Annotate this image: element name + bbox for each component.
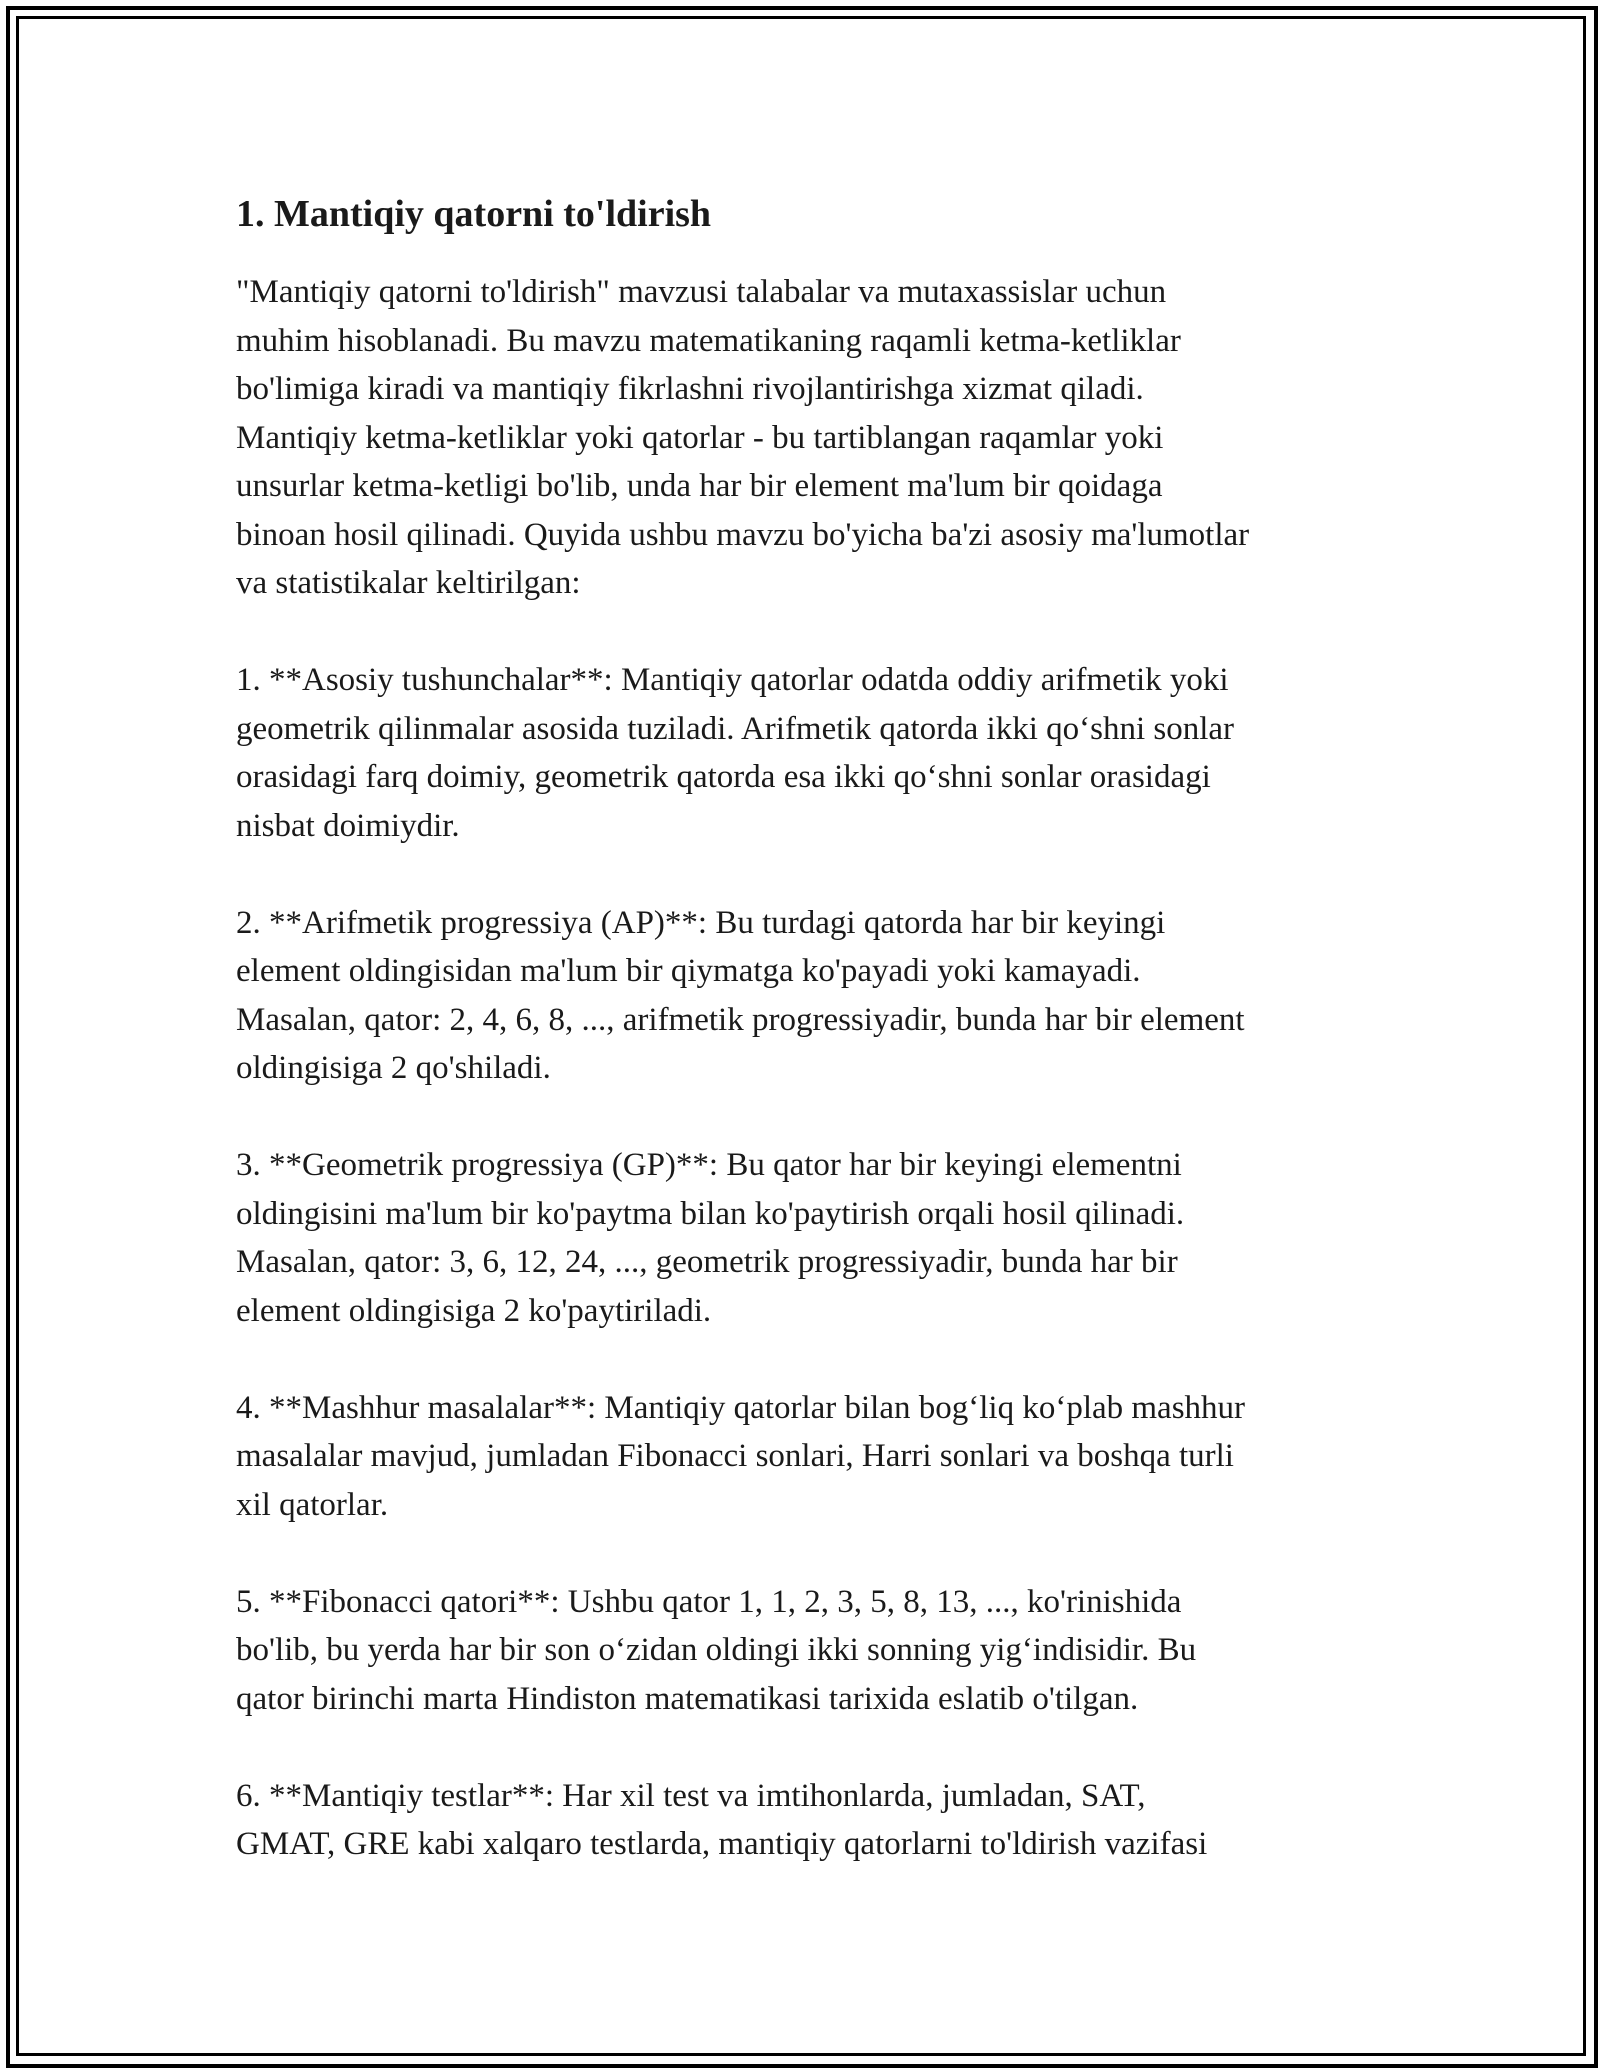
list-item-arithmetic-progression: 2. **Arifmetik progressiya (AP)**: Bu turdagi qatorda har bir keyingi element oldingisidan ma'lum bir qiymatga ko'payadi yoki kamayadi. Masalan, qator: 2, 4, 6, 8, ..., arifmetik progressiyadir, bunda har bir element oldingisiga 2 qo'shiladi. [236, 904, 1245, 1086]
intro-paragraph: "Mantiqiy qatorni to'ldirish" mavzusi talabalar va mutaxassislar uchun muhim hisoblanadi. Bu mavzu matematikaning raqamli ketma-ketliklar bo'limiga kiradi va mantiqiy fikrlashni rivojlantirishga xizmat qiladi. Mantiqiy ketma-ketliklar yoki qatorlar - bu tartiblangan raqamlar yoki unsurlar ketma-ketligi bo'lib, unda har bir element ma'lum bir qoidaga binoan hosil qilinadi. Quyida ushbu mavzu bo'yicha ba'zi asosiy ma'lumotlar va statistikalar keltirilgan: [236, 274, 1250, 601]
document-title: 1. Mantiqiy qatorni to'ldirish [236, 193, 712, 235]
document-page [236, 186, 1366, 1917]
list-item-famous-problems: 4. **Mashhur masalalar**: Mantiqiy qatorlar bilan bog‘liq ko‘plab mashhur masalalar mavjud, jumladan Fibonacci sonlari, Harri sonlari va boshqa turli xil qatorlar. [236, 1389, 1246, 1523]
list-item-basic-concepts: 1. **Asosiy tushunchalar**: Mantiqiy qatorlar odatda oddiy arifmetik yoki geometrik qilinmalar asosida tuziladi. Arifmetik qatorda ikki qo‘shni sonlar orasidagi farq doimiy, geometrik qatorda esa ikki qo‘shni sonlar orasidagi nisbat doimiydir. [236, 662, 1235, 844]
list-item-fibonacci: 5. **Fibonacci qatori**: Ushbu qator 1, 1, 2, 3, 5, 8, 13, ..., ko'rinishida bo'lib, bu yerda har bir son o‘zidan oldingi ikki sonning yig‘indisidir. Bu qator birinchi marta Hindiston matematikasi tarixida eslatib o'tilgan. [236, 1583, 1197, 1717]
list-item-geometric-progression: 3. **Geometrik progressiya (GP)**: Bu qator har bir keyingi elementni oldingisini ma'lum bir ko'paytma bilan ko'paytirish orqali hosil qilinadi. Masalan, qator: 3, 6, 12, 24, ..., geometrik progressiyadir, bunda har bir element oldingisiga 2 ko'paytiriladi. [236, 1147, 1185, 1329]
list-item-logic-tests: 6. **Mantiqiy testlar**: Har xil test va imtihonlarda, jumladan, SAT, GMAT, GRE kabi xalqaro testlarda, mantiqiy qatorlarni to'ldirish vazifasi [236, 1777, 1208, 1862]
